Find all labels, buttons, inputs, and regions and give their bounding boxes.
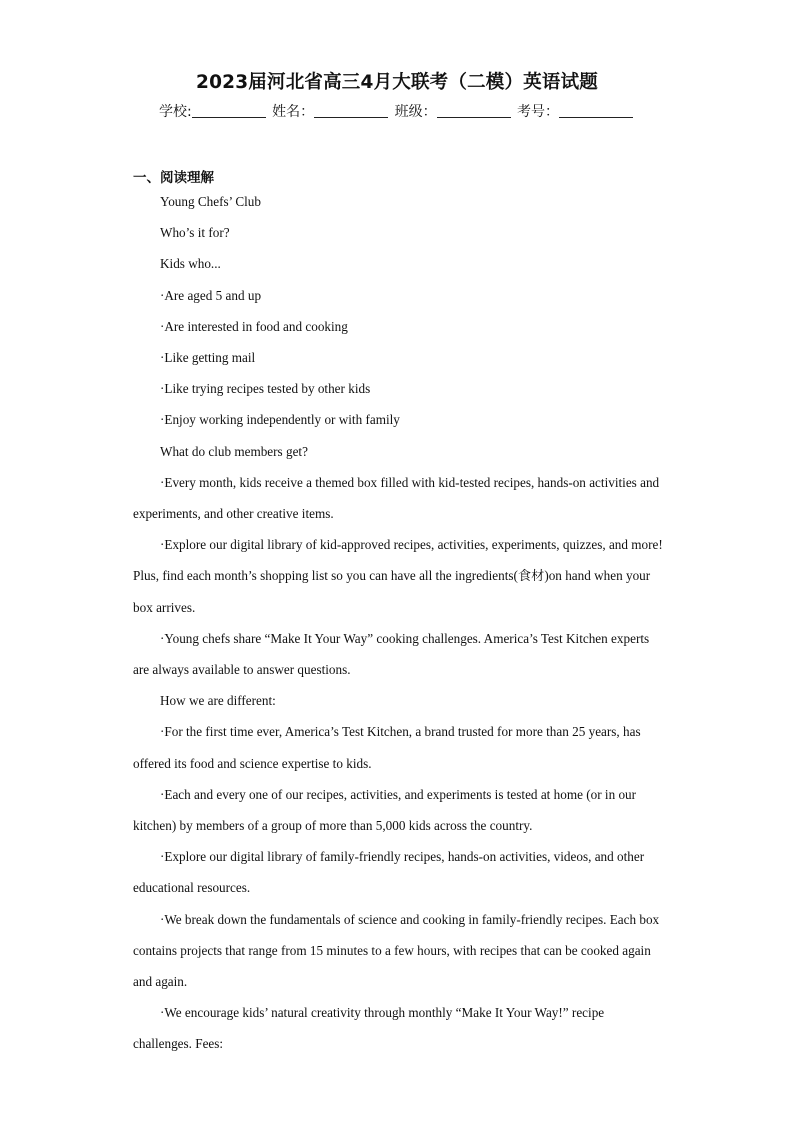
name-blank[interactable] [314, 103, 388, 118]
passage-paragraph: ·Every month, kids receive a themed box filled with kid-tested recipes, hands-on activities and experiments, and other creative items. [133, 474, 660, 522]
name-label: 姓名： [272, 104, 315, 120]
passage-subheading: Who’s it for? [160, 225, 230, 241]
passage-line: Kids who... [160, 256, 221, 272]
passage-subheading: How we are different: [160, 693, 276, 709]
student-info-line [0, 101, 794, 121]
school-label: 学校: [158, 104, 192, 120]
passage-paragraph: ·For the first time ever, America’s Test Kitchen, a brand trusted for more than 25 years, has offered its food and science expertise to kids. [133, 724, 641, 771]
exam-title: 2023届河北省高三4月大联考（二模）英语试题 [196, 72, 598, 93]
passage-paragraph: ·We break down the fundamentals of science and cooking in family-friendly recipes. Each box contains projects that range from 15 minutes to a few hours, with recipes that can be cooked again and again. [133, 911, 660, 990]
passage-bullet: ·Like getting mail [160, 350, 256, 366]
class-field [395, 101, 513, 121]
section-heading: 一、阅读理解 [133, 170, 214, 186]
exam-number-label: 考号： [517, 104, 560, 120]
passage-bullet: ·Are aged 5 and up [160, 287, 262, 303]
passage-subheading: What do club members get? [160, 443, 308, 459]
class-label: 班级： [394, 104, 437, 120]
passage-paragraph: ·Young chefs share “Make It Your Way” cooking challenges. America’s Test Kitchen experts are always available to answer questions. [133, 630, 650, 678]
passage-paragraph: ·Explore our digital library of family-friendly recipes, hands-on activities, videos, and other educational resources. [133, 849, 645, 896]
passage-bullet: ·Are interested in food and cooking [160, 318, 348, 334]
school-blank[interactable] [192, 103, 266, 118]
passage-paragraph: ·Each and every one of our recipes, activities, and experiments is tested at home (or in our kitchen) by members of a group of more than 5,000 kids across the country. [133, 786, 637, 834]
name-field [272, 101, 390, 121]
passage-paragraph: ·Explore our digital library of kid-approved recipes, activities, experiments, quizzes, and more! Plus, find each month’s shopping list so you can have all the ingredients(食材)on hand when your box arrives. [133, 537, 663, 615]
passage-title: Young Chefs’ Club [160, 194, 261, 209]
exam-number-field [517, 101, 635, 121]
passage-paragraph: ·We encourage kids’ natural creativity through monthly “Make It Your Way!” recipe challenges. Fees: [133, 1005, 605, 1052]
school-field [159, 101, 268, 121]
passage-bullet: ·Enjoy working independently or with family [160, 412, 400, 428]
class-blank[interactable] [437, 103, 511, 118]
passage-bullet: ·Like trying recipes tested by other kids [160, 381, 371, 397]
reading-passage [133, 186, 663, 1060]
exam-number-blank[interactable] [559, 103, 633, 118]
